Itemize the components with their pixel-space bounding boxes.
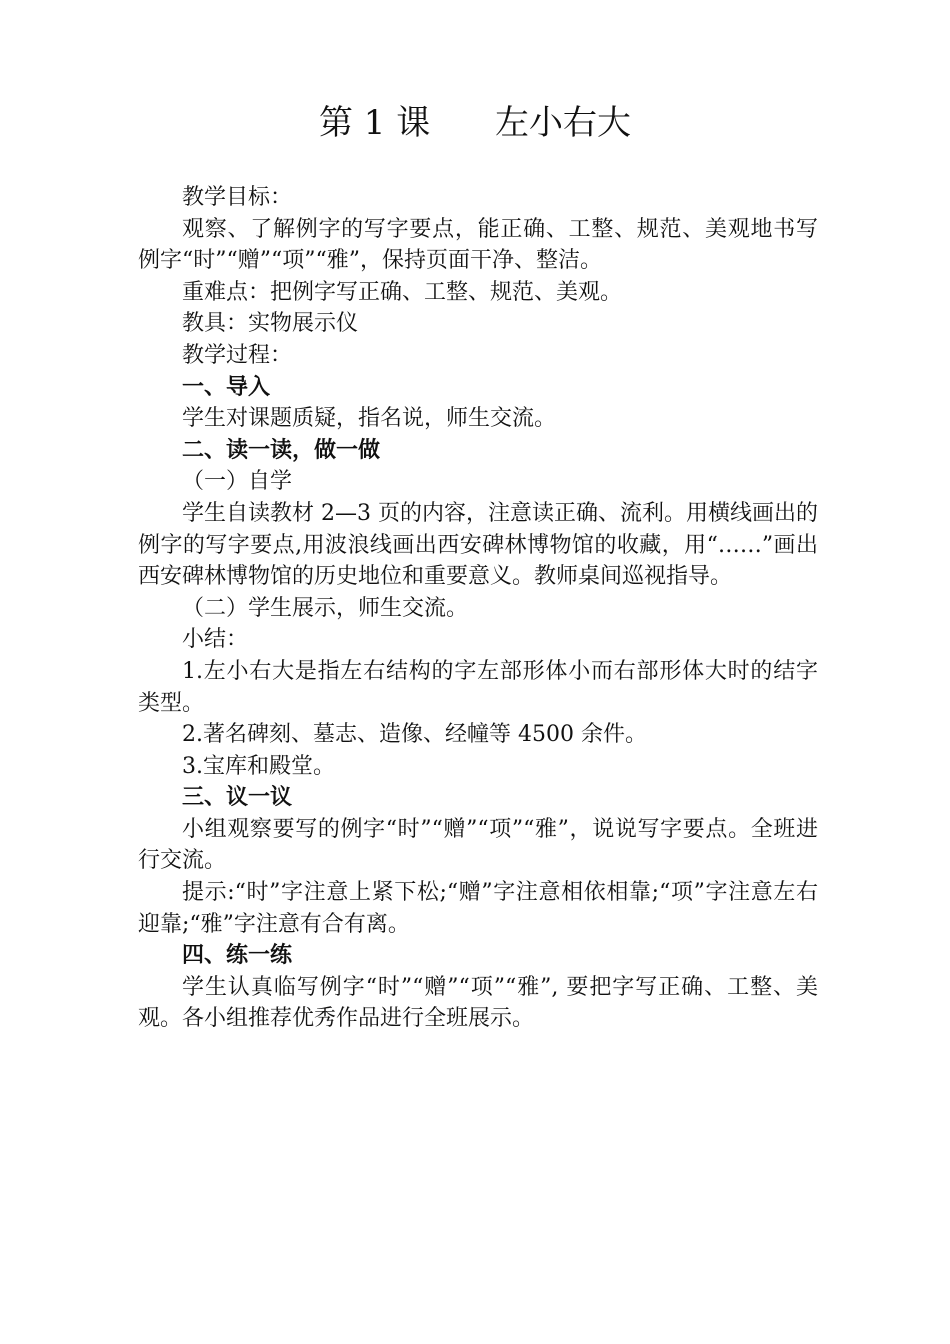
self-study-text: 学生自读教材 2—3 页的内容，注意读正确、流利。用横线画出的例字的写字要点,用波浪线画出西安碑林博物馆的收藏，用“……”画出西安碑林博物馆的历史地位和重要意义。教师桌间巡视指导。 [138, 500, 818, 590]
summary-heading: 小结： [182, 627, 249, 653]
section-heading-discuss: 三、议一议 [182, 785, 293, 811]
hint-text: 提示:“时”字注意上紧下松;“赠”字注意相依相靠;“项”字注意左右迎靠;“雅”字注意有合有离。 [138, 880, 818, 937]
summary-item-1: 1.左小右大是指左右结构的字左部形体小而右部形体大时的结字类型。 [138, 658, 818, 716]
subsection-self-study: （一）自学 [182, 469, 293, 495]
section-heading-read: 二、读一读，做一做 [182, 437, 381, 463]
objectives-text: 观察、了解例字的写字要点，能正确、工整、规范、美观地书写例字“时”“赠”“项”“雅”，保持页面干净、整洁。 [138, 216, 818, 274]
intro-text: 学生对课题质疑，指名说，师生交流。 [182, 406, 557, 432]
key-points: 重难点：把例字写正确、工整、规范、美观。 [182, 279, 623, 305]
discuss-text: 小组观察要写的例字“时”“赠”“项”“雅”，说说写字要点。全班进行交流。 [138, 816, 818, 874]
teaching-aids: 教具：实物展示仪 [182, 311, 359, 337]
lesson-title: 第 1 课 左小右大 [318, 103, 632, 143]
lesson-body [138, 182, 818, 1035]
summary-item-3: 3.宝库和殿堂。 [182, 753, 335, 779]
process-heading: 教学过程： [182, 342, 293, 368]
subsection-presentation: （二）学生展示，师生交流。 [182, 595, 469, 621]
section-heading-practice: 四、练一练 [182, 943, 293, 969]
section-heading-intro: 一、导入 [182, 374, 271, 400]
objectives-heading: 教学目标： [182, 185, 293, 210]
practice-text: 学生认真临写例字“时”“赠”“项”“雅”, 要把字写正确、工整、美观。各小组推荐优秀作品进行全班展示。 [138, 974, 818, 1032]
summary-item-2: 2.著名碑刻、墓志、造像、经幢等 4500 余件。 [182, 722, 647, 748]
